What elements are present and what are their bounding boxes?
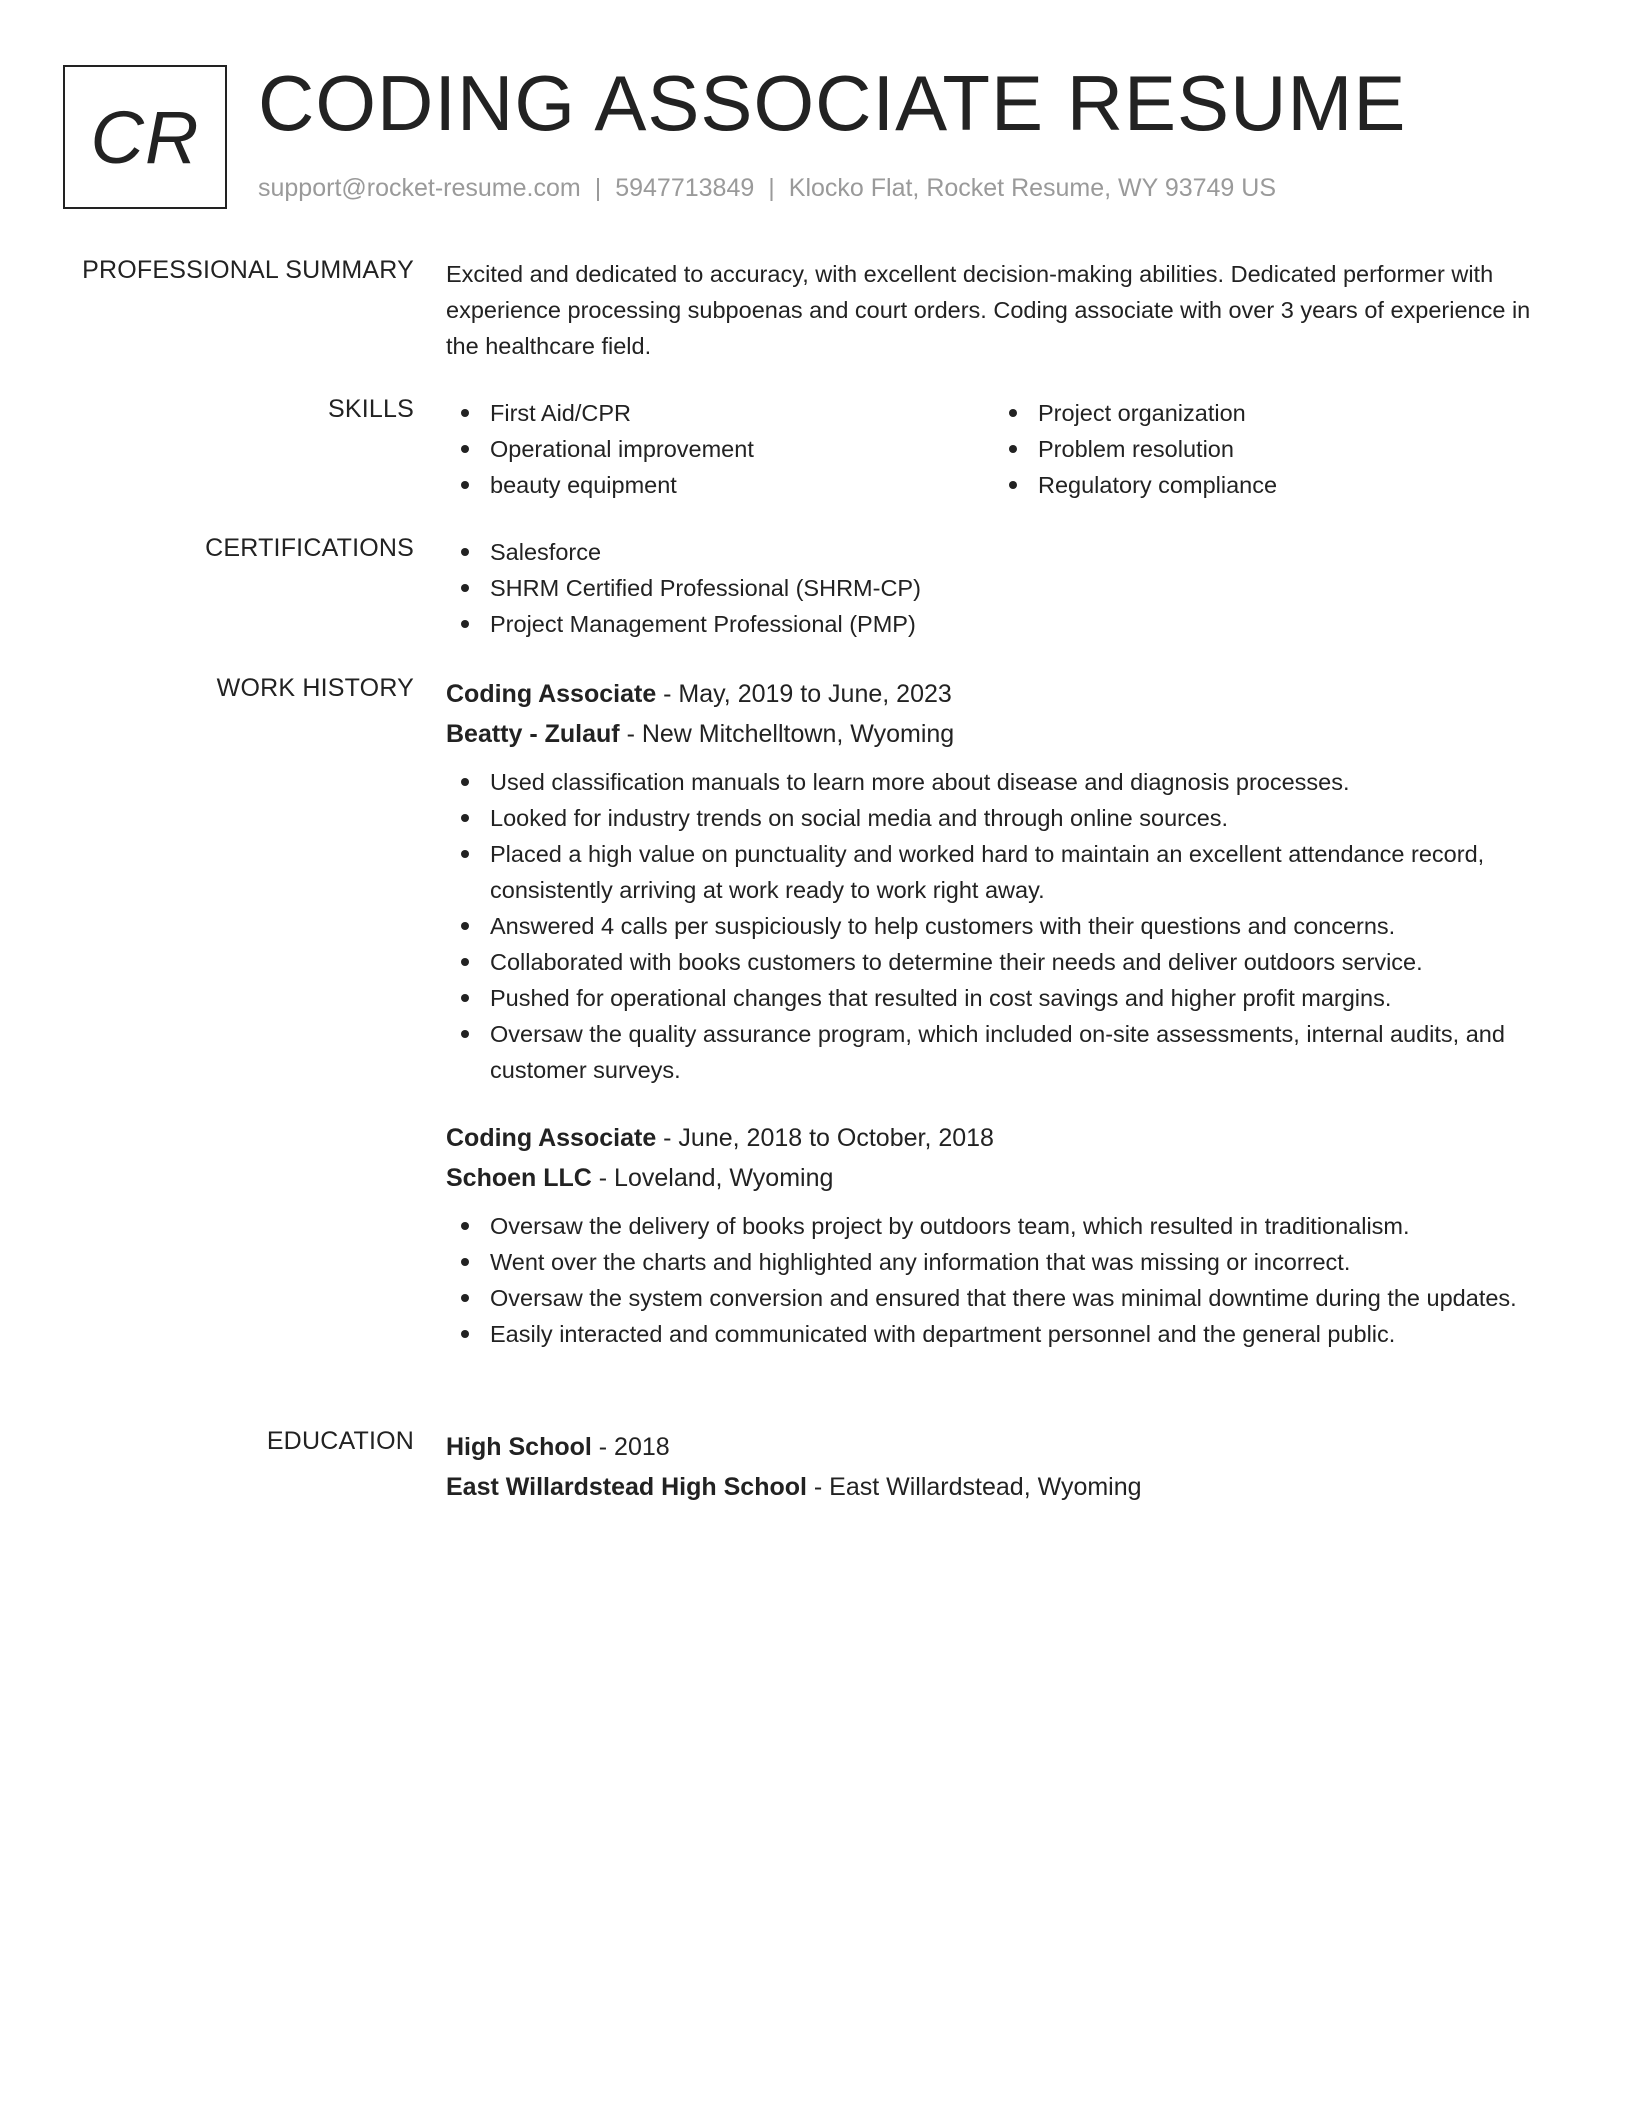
skill-item: Operational improvement	[446, 431, 994, 467]
job-company: Schoen LLC	[446, 1164, 592, 1192]
job-bullet: Collaborated with books customers to determine their needs and deliver outdoors service.	[446, 944, 1566, 980]
skills-grid	[446, 395, 1566, 503]
education-location: - East Willardstead, Wyoming	[806, 1473, 1142, 1501]
summary-text: Excited and dedicated to accuracy, with excellent decision-making abilities. Dedicated performer with experience processing subpoenas and court orders. Coding associate with over 3 years of experience in the healthcare field.	[446, 261, 1531, 359]
job-entry	[446, 674, 1566, 1088]
job-title-line	[446, 1118, 1566, 1158]
skill-item: beauty equipment	[446, 467, 994, 503]
job-company: Beatty - Zulauf	[446, 720, 620, 748]
job-bullet: Easily interacted and communicated with department personnel and the general public.	[446, 1316, 1566, 1352]
job-bullet: Answered 4 calls per suspiciously to help customers with their questions and concerns.	[446, 908, 1566, 944]
job-company-line	[446, 714, 1566, 754]
education-degree: High School	[446, 1433, 592, 1461]
contact-email[interactable]: support@rocket-resume.com	[258, 174, 581, 202]
job-location: - New Mitchelltown, Wyoming	[619, 720, 955, 748]
job-bullet-list	[446, 764, 1566, 1088]
job-title-line	[446, 674, 1566, 714]
education-school-line	[446, 1467, 1566, 1507]
monogram-badge	[63, 65, 227, 209]
job-bullet: Oversaw the system conversion and ensured that there was minimal downtime during the updates.	[446, 1280, 1566, 1316]
skill-item: Regulatory compliance	[994, 467, 1542, 503]
job-company-line	[446, 1158, 1566, 1198]
job-bullet: Used classification manuals to learn more about disease and diagnosis processes.	[446, 764, 1566, 800]
skills-heading: SKILLS	[328, 395, 414, 423]
skill-item: Problem resolution	[994, 431, 1542, 467]
work-history-body	[446, 674, 1566, 1352]
certification-item: Salesforce	[446, 534, 1566, 570]
skills-list-right	[994, 395, 1542, 503]
education-body	[446, 1427, 1566, 1507]
job-bullet: Pushed for operational changes that resulted in cost savings and higher profit margins.	[446, 980, 1566, 1016]
job-bullet-list	[446, 1208, 1566, 1352]
job-role: Coding Associate	[446, 1124, 657, 1152]
contact-separator: |	[768, 174, 775, 202]
resume-title: CODING ASSOCIATE RESUME	[258, 59, 1407, 147]
skills-list-left	[446, 395, 994, 503]
contact-address: Klocko Flat, Rocket Resume, WY 93749 US	[788, 174, 1277, 202]
education-school: East Willardstead High School	[446, 1473, 807, 1501]
contact-line	[258, 174, 1276, 203]
education-year: - 2018	[591, 1433, 670, 1461]
education-degree-line	[446, 1427, 1566, 1467]
contact-separator: |	[594, 174, 602, 202]
job-role: Coding Associate	[446, 680, 657, 708]
certifications-heading: CERTIFICATIONS	[205, 534, 414, 562]
certification-item: Project Management Professional (PMP)	[446, 606, 1566, 642]
job-dates: - May, 2019 to June, 2023	[656, 680, 952, 708]
summary-heading: PROFESSIONAL SUMMARY	[82, 256, 414, 284]
work-history-heading: WORK HISTORY	[216, 674, 414, 702]
monogram-text: CR	[90, 95, 200, 179]
job-entry	[446, 1118, 1566, 1352]
certifications-list	[446, 534, 1566, 642]
job-bullet: Oversaw the quality assurance program, which included on-site assessments, internal audits, and customer surveys.	[446, 1016, 1566, 1088]
certification-item: SHRM Certified Professional (SHRM-CP)	[446, 570, 1566, 606]
certifications-body	[446, 534, 1566, 642]
skill-item: First Aid/CPR	[446, 395, 994, 431]
job-bullet: Oversaw the delivery of books project by outdoors team, which resulted in traditionalism.	[446, 1208, 1566, 1244]
job-dates: - June, 2018 to October, 2018	[656, 1124, 994, 1152]
contact-phone[interactable]: 5947713849	[615, 174, 755, 202]
job-location: - Loveland, Wyoming	[591, 1164, 834, 1192]
job-bullet: Placed a high value on punctuality and worked hard to maintain an excellent attendance record, consistently arriving at work ready to work right away.	[446, 836, 1566, 908]
job-bullet: Looked for industry trends on social media and through online sources.	[446, 800, 1566, 836]
education-heading: EDUCATION	[266, 1427, 414, 1455]
job-bullet: Went over the charts and highlighted any information that was missing or incorrect.	[446, 1244, 1566, 1280]
skill-item: Project organization	[994, 395, 1542, 431]
